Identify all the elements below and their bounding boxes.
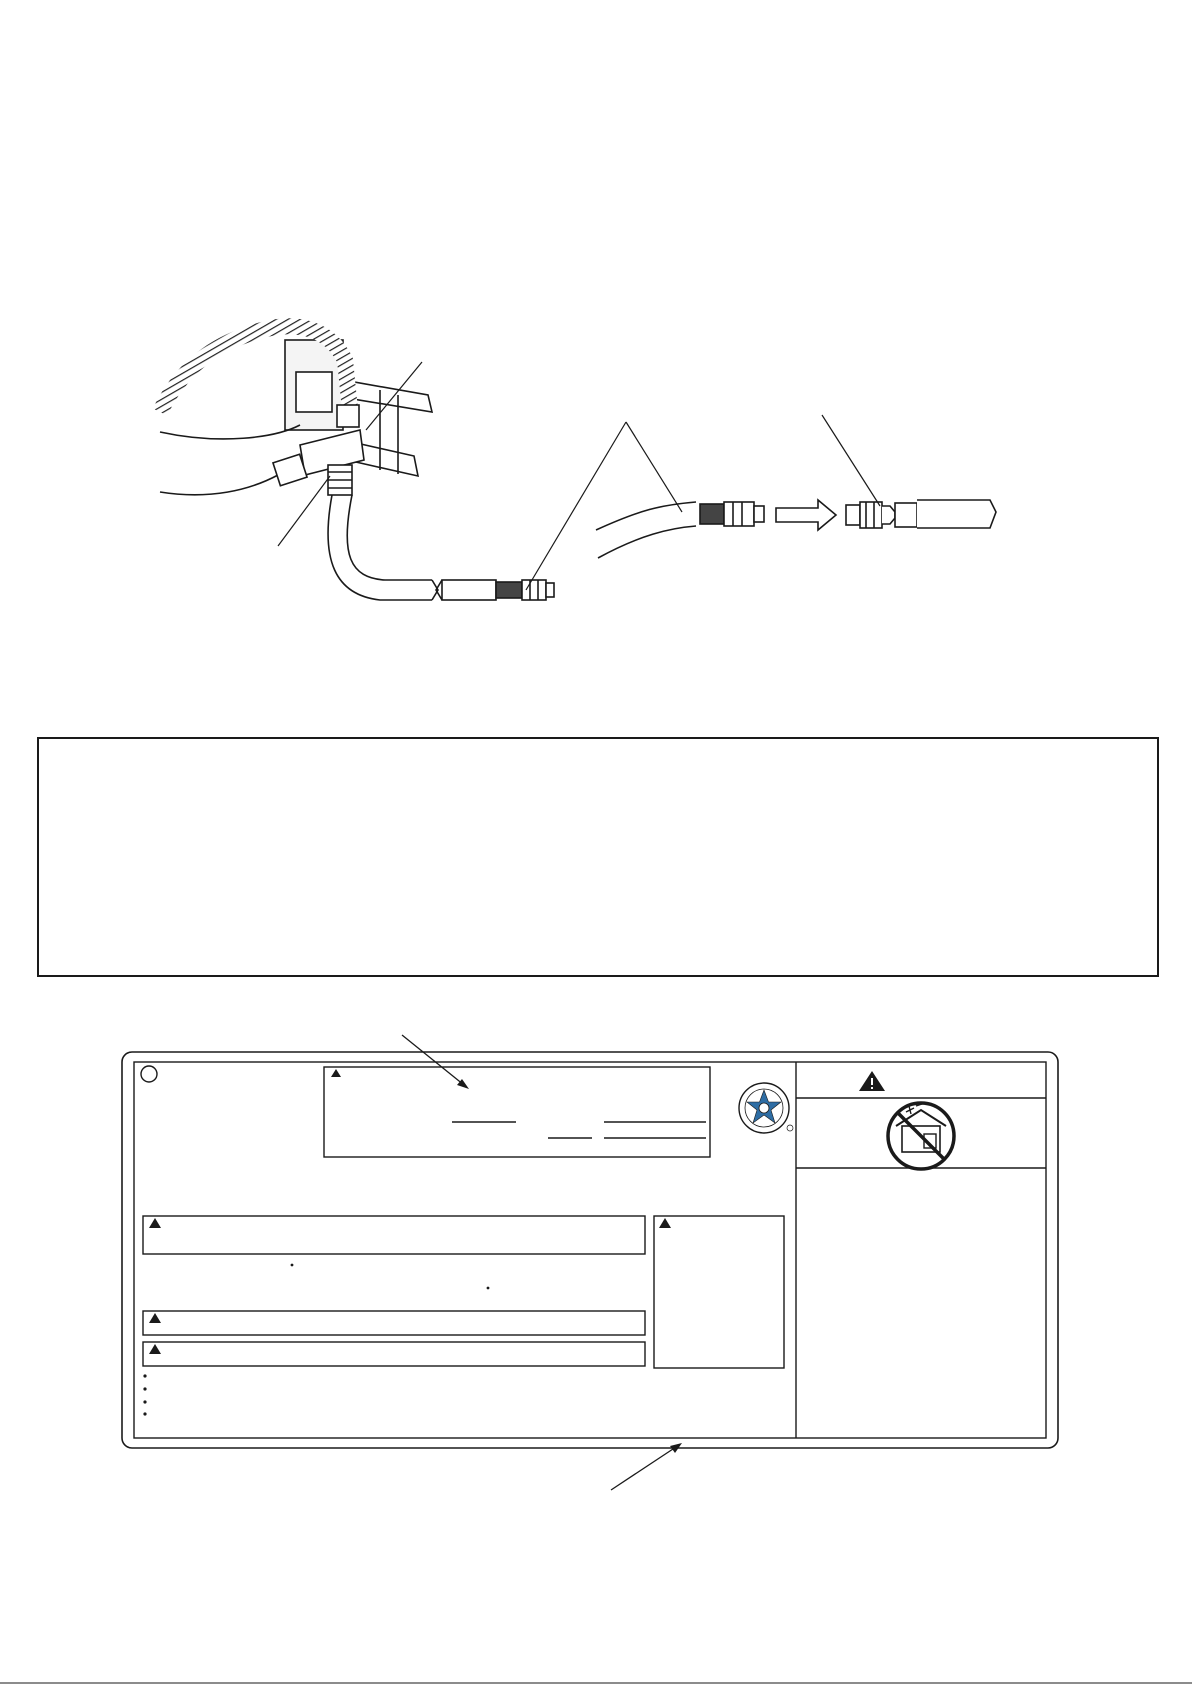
warning-triangle-icon — [331, 1069, 341, 1077]
design-certified-star-icon — [739, 1083, 793, 1133]
warning-triangle-icon — [149, 1218, 161, 1228]
quick-connect-plug — [496, 580, 554, 600]
gas-hose — [328, 495, 432, 600]
warning-box-side — [654, 1216, 784, 1368]
supply-hose — [917, 500, 996, 528]
hose-connection-diagram — [160, 326, 996, 600]
no-indoor-use-icon — [888, 1103, 954, 1169]
warning-box-3 — [143, 1342, 645, 1366]
warning-box-top — [324, 1067, 710, 1157]
instruction-text-frame — [38, 738, 1158, 976]
warning-box-2 — [143, 1311, 645, 1335]
warning-triangle-icon — [659, 1218, 671, 1228]
warning-box-1 — [143, 1216, 645, 1254]
warning-triangle-icon — [149, 1313, 161, 1323]
flow-arrow — [776, 500, 836, 530]
text-dots — [143, 1264, 489, 1416]
warning-triangle-icon — [149, 1344, 161, 1354]
registration-circle — [141, 1066, 157, 1082]
quick-connect-socket — [846, 502, 917, 528]
quick-connect-plug — [700, 502, 764, 526]
leader-arrow — [611, 1443, 682, 1490]
